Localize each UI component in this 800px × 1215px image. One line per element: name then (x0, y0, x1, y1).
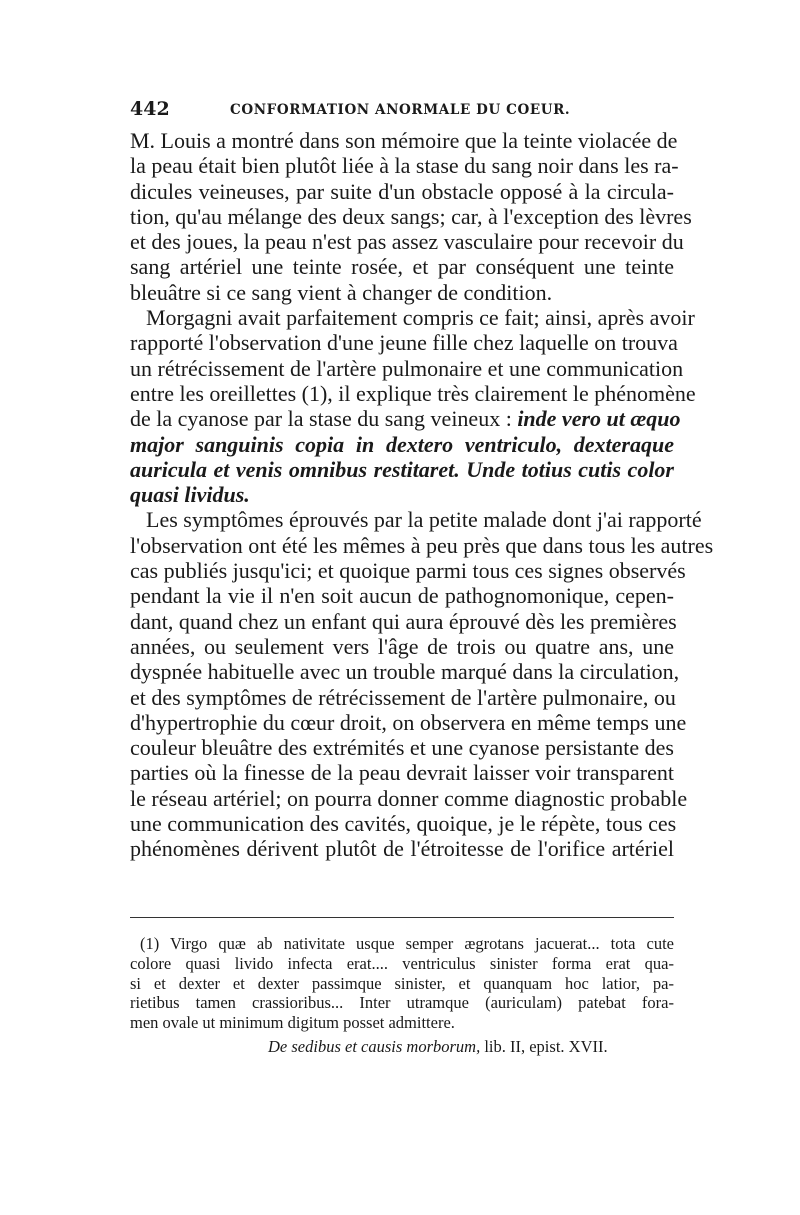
text-line: M. Louis a montré dans son mémoire que la teinte violacée de (130, 128, 678, 153)
text-line: dyspnée habituelle avec un trouble marqué dans la circulation, (130, 659, 680, 685)
footnote-line: colore quasi livido infecta erat.... ventriculus sinister forma erat qua- (130, 953, 674, 973)
footnote-line: men ovale ut minimum digitum posset admittere. (130, 1013, 455, 1033)
running-title: CONFORMATION ANORMALE DU COEUR. (230, 102, 571, 118)
text-line: et des joues, la peau n'est pas assez vasculaire pour recevoir du (130, 229, 684, 255)
text-line: la peau était bien plutôt liée à la stase du sang noir dans les ra- (130, 153, 679, 179)
latin-quotation: quasi lividus. (130, 482, 250, 508)
footnote-line: (1) Virgo quæ ab nativitate usque semper ægrotans jacuerat... tota cute (140, 934, 674, 953)
text-segment: de la cyanose par la stase du sang veineux : (130, 406, 518, 432)
text-line: un rétrécissement de l'artère pulmonaire et une communication (130, 355, 684, 381)
text-line: tion, qu'au mélange des deux sangs; car, à l'exception des lèvres (130, 203, 692, 229)
text-line: pendant la vie il n'en soit aucun de pathognomonique, cepen- (130, 583, 674, 609)
citation-reference: lib. II, epist. XVII. (480, 1037, 608, 1056)
text-line: une communication des cavités, quoique, je le répète, tous ces (130, 811, 677, 837)
text-line: et des symptômes de rétrécissement de l'artère pulmonaire, ou (130, 684, 676, 710)
text-line (130, 457, 674, 482)
text-line: sang artériel une teinte rosée, et par conséquent une teinte (130, 254, 674, 280)
text-line: entre les oreillettes (1), il explique très clairement le phénomène (130, 380, 696, 406)
body-text (130, 128, 714, 862)
text-line: l'observation ont été les mêmes à peu près que dans tous les autres (130, 532, 714, 558)
text-line: rapporté l'observation d'une jeune fille chez laquelle on trouva (130, 330, 678, 356)
footnote-citation (268, 1037, 608, 1057)
text-line: dicules veineuses, par suite d'un obstacle opposé à la circula- (130, 178, 674, 204)
footnote-rule (130, 917, 674, 918)
latin-quotation: major sanguinis copia in dextero ventriculo, dexteraque (130, 431, 674, 457)
text-line: bleuâtre si ce sang vient à changer de condition. (130, 279, 553, 305)
text-line: le réseau artériel; on pourra donner comme diagnostic probable (130, 785, 688, 811)
footnote-line: rietibus tamen crassioribus... Inter utramque (auriculam) patebat fora- (130, 993, 674, 1013)
text-line: cas publiés jusqu'ici; et quoique parmi tous ces signes observés (130, 558, 686, 584)
page-header (130, 98, 690, 122)
text-line: phénomènes dérivent plutôt de l'étroitesse de l'orifice artériel (130, 836, 674, 862)
footnote-line: si et dexter et dexter passimque sinister, et quanquam hoc latior, pa- (130, 973, 674, 993)
text-line: Les symptômes éprouvés par la petite malade dont j'ai rapporté (146, 507, 702, 533)
text-line (130, 482, 674, 507)
text-line: d'hypertrophie du cœur droit, on observera en même temps une (130, 709, 687, 735)
text-line (130, 406, 681, 432)
text-line: dant, quand chez un enfant qui aura éprouvé dès les premières (130, 608, 677, 634)
text-line: Morgagni avait parfaitement compris ce fait; ainsi, après avoir (146, 305, 695, 331)
page-number: 442 (130, 98, 170, 120)
text-line: couleur bleuâtre des extrémités et une cyanose persistante des (130, 735, 674, 761)
text-line (130, 432, 674, 457)
footnote (130, 934, 674, 1033)
latin-quotation: inde vero ut æquo (517, 406, 681, 432)
text-line: années, ou seulement vers l'âge de trois ou quatre ans, une (130, 633, 674, 659)
latin-quotation: auricula et venis omnibus restitaret. Unde totius cutis color (130, 456, 674, 482)
citation-source: De sedibus et causis morborum, (268, 1037, 481, 1056)
text-line: parties où la finesse de la peau devrait laisser voir transparent (130, 760, 674, 786)
